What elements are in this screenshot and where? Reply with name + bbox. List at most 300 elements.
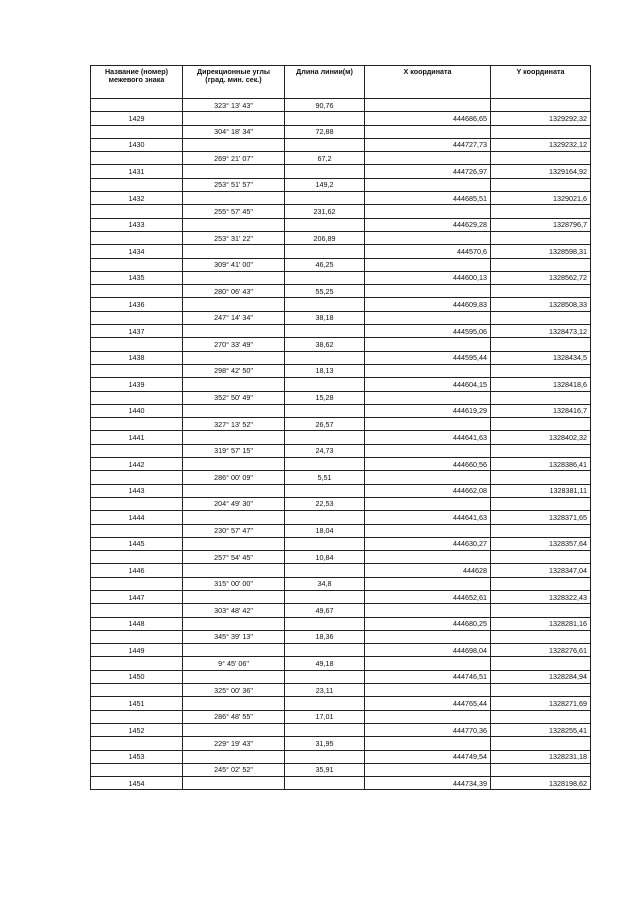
y-coordinate-cell: 1328598,31 (491, 245, 591, 258)
segment-row (91, 311, 591, 324)
marker-name-cell: 1443 (91, 484, 183, 497)
line-length-cell: 46,25 (285, 258, 365, 271)
line-length-cell (285, 112, 365, 125)
direction-angle-cell: 325° 00' 36" (183, 684, 285, 697)
marker-row (91, 644, 591, 657)
marker-name-cell: 1434 (91, 245, 183, 258)
marker-name-cell (91, 657, 183, 670)
x-coordinate-cell (365, 418, 491, 431)
y-coordinate-cell: 1328322,43 (491, 590, 591, 603)
header-direction-angle: Дирекционные углы (град. мин. сек.) (183, 66, 285, 99)
direction-angle-cell: 286° 48' 55" (183, 710, 285, 723)
table-body (91, 99, 591, 790)
direction-angle-cell: 204° 49' 30" (183, 497, 285, 510)
direction-angle-cell (183, 351, 285, 364)
direction-angle-cell: 304° 18' 34" (183, 125, 285, 138)
segment-row (91, 364, 591, 377)
marker-name-cell: 1435 (91, 271, 183, 284)
marker-row (91, 112, 591, 125)
segment-row (91, 524, 591, 537)
marker-row (91, 590, 591, 603)
x-coordinate-cell: 444680,25 (365, 617, 491, 630)
y-coordinate-cell (491, 630, 591, 643)
marker-name-cell: 1453 (91, 750, 183, 763)
segment-row (91, 737, 591, 750)
direction-angle-cell (183, 218, 285, 231)
y-coordinate-cell (491, 152, 591, 165)
marker-name-cell (91, 231, 183, 244)
y-coordinate-cell (491, 311, 591, 324)
direction-angle-cell (183, 564, 285, 577)
marker-name-cell: 1454 (91, 777, 183, 790)
direction-angle-cell: 280° 06' 43" (183, 285, 285, 298)
y-coordinate-cell (491, 205, 591, 218)
marker-name-cell: 1447 (91, 590, 183, 603)
direction-angle-cell (183, 112, 285, 125)
y-coordinate-cell: 1328271,69 (491, 697, 591, 710)
marker-name-cell: 1432 (91, 192, 183, 205)
x-coordinate-cell: 444749,54 (365, 750, 491, 763)
marker-name-cell: 1446 (91, 564, 183, 577)
y-coordinate-cell: 1329292,32 (491, 112, 591, 125)
y-coordinate-cell (491, 364, 591, 377)
marker-name-cell: 1444 (91, 511, 183, 524)
x-coordinate-cell (365, 684, 491, 697)
segment-row (91, 338, 591, 351)
direction-angle-cell (183, 670, 285, 683)
y-coordinate-cell: 1328281,16 (491, 617, 591, 630)
line-length-cell (285, 723, 365, 736)
line-length-cell: 18,13 (285, 364, 365, 377)
line-length-cell (285, 750, 365, 763)
x-coordinate-cell (365, 391, 491, 404)
marker-name-cell (91, 311, 183, 324)
y-coordinate-cell (491, 524, 591, 537)
direction-angle-cell: 245° 02' 52" (183, 763, 285, 776)
marker-name-cell (91, 763, 183, 776)
marker-row (91, 617, 591, 630)
line-length-cell (285, 697, 365, 710)
y-coordinate-cell: 1328473,12 (491, 325, 591, 338)
y-coordinate-cell (491, 471, 591, 484)
marker-name-cell: 1439 (91, 378, 183, 391)
header-x-coordinate: X координата (365, 66, 491, 99)
line-length-cell (285, 458, 365, 471)
line-length-cell: 23,11 (285, 684, 365, 697)
marker-row (91, 218, 591, 231)
line-length-cell (285, 404, 365, 417)
y-coordinate-cell: 1328231,18 (491, 750, 591, 763)
marker-name-cell: 1452 (91, 723, 183, 736)
line-length-cell: 149,2 (285, 178, 365, 191)
y-coordinate-cell (491, 418, 591, 431)
marker-row (91, 138, 591, 151)
marker-row (91, 511, 591, 524)
segment-row (91, 577, 591, 590)
y-coordinate-cell: 1328255,41 (491, 723, 591, 736)
x-coordinate-cell: 444641,63 (365, 511, 491, 524)
y-coordinate-cell (491, 763, 591, 776)
x-coordinate-cell: 444609,83 (365, 298, 491, 311)
x-coordinate-cell (365, 444, 491, 457)
direction-angle-cell: 230° 57' 47" (183, 524, 285, 537)
direction-angle-cell (183, 325, 285, 338)
x-coordinate-cell (365, 657, 491, 670)
line-length-cell: 206,89 (285, 231, 365, 244)
line-length-cell (285, 378, 365, 391)
line-length-cell (285, 138, 365, 151)
marker-row (91, 404, 591, 417)
line-length-cell (285, 777, 365, 790)
line-length-cell: 15,28 (285, 391, 365, 404)
marker-row (91, 564, 591, 577)
marker-row (91, 750, 591, 763)
line-length-cell (285, 564, 365, 577)
direction-angle-cell: 298° 42' 50" (183, 364, 285, 377)
x-coordinate-cell (365, 258, 491, 271)
marker-name-cell (91, 710, 183, 723)
y-coordinate-cell: 1329164,92 (491, 165, 591, 178)
x-coordinate-cell (365, 125, 491, 138)
marker-name-cell (91, 604, 183, 617)
line-length-cell: 24,73 (285, 444, 365, 457)
marker-name-cell (91, 497, 183, 510)
y-coordinate-cell: 1328386,41 (491, 458, 591, 471)
segment-row (91, 604, 591, 617)
marker-row (91, 165, 591, 178)
direction-angle-cell (183, 192, 285, 205)
x-coordinate-cell (365, 285, 491, 298)
marker-name-cell: 1445 (91, 537, 183, 550)
marker-row (91, 458, 591, 471)
marker-name-cell: 1449 (91, 644, 183, 657)
segment-row (91, 125, 591, 138)
marker-row (91, 298, 591, 311)
y-coordinate-cell: 1328562,72 (491, 271, 591, 284)
marker-row (91, 431, 591, 444)
x-coordinate-cell: 444726,97 (365, 165, 491, 178)
direction-angle-cell: 323° 13' 43" (183, 99, 285, 112)
direction-angle-cell: 315° 00' 00" (183, 577, 285, 590)
x-coordinate-cell (365, 737, 491, 750)
direction-angle-cell (183, 378, 285, 391)
direction-angle-cell: 247° 14' 34" (183, 311, 285, 324)
segment-row (91, 497, 591, 510)
direction-angle-cell: 270° 33' 49" (183, 338, 285, 351)
marker-name-cell (91, 125, 183, 138)
direction-angle-cell (183, 590, 285, 603)
x-coordinate-cell: 444765,44 (365, 697, 491, 710)
marker-row (91, 245, 591, 258)
y-coordinate-cell: 1328416,7 (491, 404, 591, 417)
direction-angle-cell (183, 750, 285, 763)
x-coordinate-cell (365, 99, 491, 112)
x-coordinate-cell: 444746,51 (365, 670, 491, 683)
y-coordinate-cell: 1328796,7 (491, 218, 591, 231)
marker-name-cell (91, 418, 183, 431)
line-length-cell (285, 644, 365, 657)
direction-angle-cell (183, 271, 285, 284)
line-length-cell: 18,04 (285, 524, 365, 537)
direction-angle-cell (183, 617, 285, 630)
x-coordinate-cell (365, 604, 491, 617)
segment-row (91, 763, 591, 776)
x-coordinate-cell: 444570,6 (365, 245, 491, 258)
y-coordinate-cell (491, 285, 591, 298)
line-length-cell: 38,18 (285, 311, 365, 324)
x-coordinate-cell (365, 364, 491, 377)
marker-row (91, 192, 591, 205)
x-coordinate-cell: 444660,56 (365, 458, 491, 471)
marker-name-cell: 1438 (91, 351, 183, 364)
direction-angle-cell (183, 537, 285, 550)
marker-name-cell: 1442 (91, 458, 183, 471)
line-length-cell: 35,91 (285, 763, 365, 776)
x-coordinate-cell: 444652,61 (365, 590, 491, 603)
line-length-cell (285, 431, 365, 444)
x-coordinate-cell: 444641,63 (365, 431, 491, 444)
y-coordinate-cell: 1329021,6 (491, 192, 591, 205)
marker-name-cell (91, 577, 183, 590)
x-coordinate-cell (365, 551, 491, 564)
line-length-cell (285, 271, 365, 284)
line-length-cell: 49,18 (285, 657, 365, 670)
segment-row (91, 471, 591, 484)
y-coordinate-cell (491, 657, 591, 670)
marker-name-cell (91, 551, 183, 564)
x-coordinate-cell (365, 763, 491, 776)
line-length-cell (285, 617, 365, 630)
direction-angle-cell: 286° 00' 09" (183, 471, 285, 484)
x-coordinate-cell (365, 338, 491, 351)
marker-name-cell (91, 471, 183, 484)
marker-row (91, 325, 591, 338)
line-length-cell: 18,36 (285, 630, 365, 643)
segment-row (91, 551, 591, 564)
line-length-cell (285, 670, 365, 683)
direction-angle-cell (183, 431, 285, 444)
x-coordinate-cell: 444727,73 (365, 138, 491, 151)
y-coordinate-cell (491, 338, 591, 351)
segment-row (91, 418, 591, 431)
y-coordinate-cell (491, 178, 591, 191)
marker-row (91, 537, 591, 550)
marker-name-cell (91, 285, 183, 298)
line-length-cell: 34,8 (285, 577, 365, 590)
x-coordinate-cell (365, 497, 491, 510)
line-length-cell (285, 298, 365, 311)
segment-row (91, 657, 591, 670)
segment-row (91, 205, 591, 218)
direction-angle-cell (183, 165, 285, 178)
marker-name-cell (91, 684, 183, 697)
line-length-cell (285, 351, 365, 364)
x-coordinate-cell: 444595,06 (365, 325, 491, 338)
y-coordinate-cell (491, 125, 591, 138)
line-length-cell: 22,53 (285, 497, 365, 510)
direction-angle-cell (183, 404, 285, 417)
line-length-cell (285, 484, 365, 497)
direction-angle-cell (183, 777, 285, 790)
marker-name-cell (91, 99, 183, 112)
x-coordinate-cell (365, 710, 491, 723)
direction-angle-cell: 327° 13' 52" (183, 418, 285, 431)
line-length-cell (285, 537, 365, 550)
y-coordinate-cell: 1328276,61 (491, 644, 591, 657)
segment-row (91, 285, 591, 298)
x-coordinate-cell: 444600,13 (365, 271, 491, 284)
direction-angle-cell (183, 697, 285, 710)
x-coordinate-cell (365, 524, 491, 537)
header-y-coordinate: Y координата (491, 66, 591, 99)
segment-row (91, 258, 591, 271)
y-coordinate-cell: 1328418,6 (491, 378, 591, 391)
x-coordinate-cell (365, 231, 491, 244)
direction-angle-cell: 309° 41' 00" (183, 258, 285, 271)
y-coordinate-cell: 1329232,12 (491, 138, 591, 151)
line-length-cell (285, 590, 365, 603)
direction-angle-cell: 352° 50' 49" (183, 391, 285, 404)
marker-name-cell: 1430 (91, 138, 183, 151)
x-coordinate-cell: 444619,29 (365, 404, 491, 417)
marker-name-cell (91, 391, 183, 404)
x-coordinate-cell (365, 630, 491, 643)
line-length-cell: 38,62 (285, 338, 365, 351)
boundary-coordinates-table (90, 65, 591, 790)
header-line-length: Длина линии(м) (285, 66, 365, 99)
table-header-row (91, 66, 591, 99)
marker-name-cell (91, 444, 183, 457)
marker-name-cell (91, 737, 183, 750)
line-length-cell: 5,51 (285, 471, 365, 484)
x-coordinate-cell (365, 577, 491, 590)
y-coordinate-cell: 1328434,5 (491, 351, 591, 364)
marker-name-cell: 1440 (91, 404, 183, 417)
marker-row (91, 351, 591, 364)
y-coordinate-cell (491, 737, 591, 750)
marker-name-cell (91, 630, 183, 643)
y-coordinate-cell: 1328402,32 (491, 431, 591, 444)
x-coordinate-cell: 444628 (365, 564, 491, 577)
y-coordinate-cell (491, 710, 591, 723)
marker-row (91, 271, 591, 284)
segment-row (91, 99, 591, 112)
segment-row (91, 178, 591, 191)
line-length-cell (285, 218, 365, 231)
y-coordinate-cell (491, 391, 591, 404)
marker-name-cell: 1450 (91, 670, 183, 683)
line-length-cell (285, 511, 365, 524)
marker-row (91, 670, 591, 683)
marker-name-cell (91, 205, 183, 218)
line-length-cell: 31,95 (285, 737, 365, 750)
y-coordinate-cell (491, 604, 591, 617)
x-coordinate-cell: 444734,39 (365, 777, 491, 790)
y-coordinate-cell: 1328284,94 (491, 670, 591, 683)
direction-angle-cell (183, 484, 285, 497)
marker-row (91, 484, 591, 497)
y-coordinate-cell: 1328371,65 (491, 511, 591, 524)
direction-angle-cell (183, 138, 285, 151)
direction-angle-cell: 345° 39' 13" (183, 630, 285, 643)
y-coordinate-cell (491, 497, 591, 510)
marker-name-cell (91, 152, 183, 165)
line-length-cell (285, 192, 365, 205)
x-coordinate-cell: 444770,36 (365, 723, 491, 736)
y-coordinate-cell (491, 444, 591, 457)
direction-angle-cell: 229° 19' 43" (183, 737, 285, 750)
segment-row (91, 231, 591, 244)
direction-angle-cell (183, 644, 285, 657)
y-coordinate-cell: 1328357,64 (491, 537, 591, 550)
segment-row (91, 444, 591, 457)
y-coordinate-cell: 1328198,62 (491, 777, 591, 790)
marker-name-cell (91, 524, 183, 537)
direction-angle-cell: 255° 57' 45" (183, 205, 285, 218)
direction-angle-cell: 269° 21' 07" (183, 152, 285, 165)
x-coordinate-cell (365, 471, 491, 484)
line-length-cell: 49,67 (285, 604, 365, 617)
segment-row (91, 391, 591, 404)
direction-angle-cell (183, 458, 285, 471)
line-length-cell (285, 245, 365, 258)
marker-name-cell: 1431 (91, 165, 183, 178)
y-coordinate-cell: 1328508,33 (491, 298, 591, 311)
x-coordinate-cell: 444698,04 (365, 644, 491, 657)
x-coordinate-cell: 444686,65 (365, 112, 491, 125)
marker-name-cell: 1433 (91, 218, 183, 231)
marker-name-cell: 1441 (91, 431, 183, 444)
x-coordinate-cell: 444629,28 (365, 218, 491, 231)
marker-name-cell: 1451 (91, 697, 183, 710)
direction-angle-cell (183, 245, 285, 258)
segment-row (91, 152, 591, 165)
line-length-cell: 231,62 (285, 205, 365, 218)
direction-angle-cell: 257° 54' 45" (183, 551, 285, 564)
line-length-cell: 72,88 (285, 125, 365, 138)
direction-angle-cell: 253° 31' 22" (183, 231, 285, 244)
x-coordinate-cell (365, 205, 491, 218)
y-coordinate-cell (491, 684, 591, 697)
x-coordinate-cell: 444604,15 (365, 378, 491, 391)
marker-name-cell (91, 178, 183, 191)
segment-row (91, 684, 591, 697)
segment-row (91, 630, 591, 643)
y-coordinate-cell: 1328347,04 (491, 564, 591, 577)
direction-angle-cell (183, 298, 285, 311)
marker-name-cell (91, 364, 183, 377)
segment-row (91, 710, 591, 723)
x-coordinate-cell (365, 178, 491, 191)
x-coordinate-cell: 444595,44 (365, 351, 491, 364)
marker-row (91, 723, 591, 736)
marker-row (91, 697, 591, 710)
line-length-cell: 10,84 (285, 551, 365, 564)
marker-name-cell: 1437 (91, 325, 183, 338)
y-coordinate-cell (491, 551, 591, 564)
line-length-cell: 67,2 (285, 152, 365, 165)
x-coordinate-cell (365, 152, 491, 165)
y-coordinate-cell (491, 258, 591, 271)
direction-angle-cell: 319° 57' 15" (183, 444, 285, 457)
marker-name-cell: 1448 (91, 617, 183, 630)
marker-row (91, 378, 591, 391)
x-coordinate-cell: 444630,27 (365, 537, 491, 550)
direction-angle-cell (183, 511, 285, 524)
marker-name-cell (91, 258, 183, 271)
line-length-cell: 26,57 (285, 418, 365, 431)
y-coordinate-cell (491, 231, 591, 244)
